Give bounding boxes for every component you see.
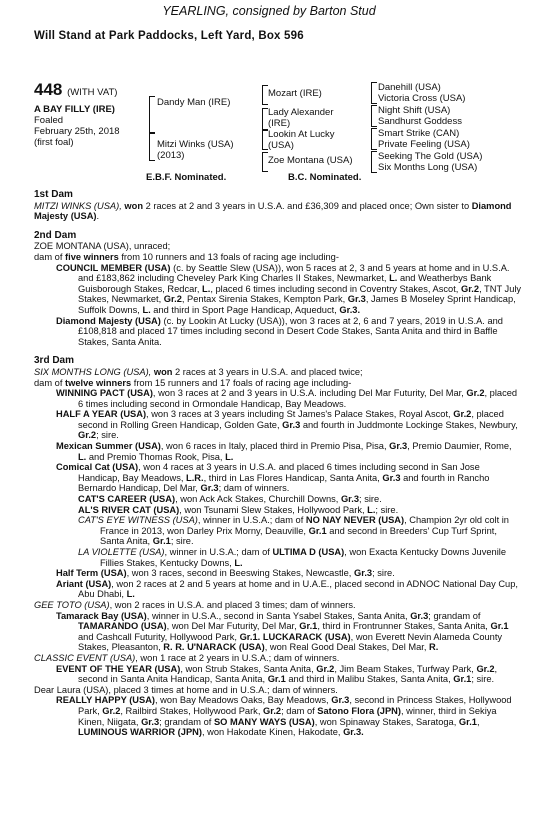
- diamond-majesty-entry: Diamond Majesty (USA) (c. by Lookin At Lucky (USA)), won 3 races at 2, 6 and 7 years, 2019 in U.S.A. and £108,818 and placed 17 times including second in Desert Code Stakes, Santa Anita and third in Baffle Stakes, Santa Anita.: [56, 315, 503, 347]
- winning-pact-entry: WINNING PACT (USA), won 3 races at 2 and 3 years in U.S.A. including Del Mar Futurity, Del Mar, Gr.2, placed 6 times including second in Ormondale Handicap, Bay Meadows.: [56, 388, 518, 409]
- dam-sire: Lookin At Lucky: [268, 129, 335, 140]
- dam-year: (2013): [157, 150, 185, 161]
- stand-location: Will Stand at Park Paddocks, Left Yard, Box 596: [34, 30, 304, 42]
- bc-nomination: B.C. Nominated.: [288, 172, 362, 183]
- zoe-produce-summary: dam of five winners from 10 runners and 13 foals of racing age including-: [34, 251, 339, 262]
- sds: Night Shift (USA): [378, 105, 451, 116]
- ddd: Six Months Long (USA): [378, 162, 478, 173]
- vat-note: (WITH VAT): [67, 87, 118, 98]
- dss: Smart Strike (CAN): [378, 128, 460, 139]
- dds: Seeking The Gold (USA): [378, 151, 483, 162]
- first-dam-entry: MITZI WINKS (USA), won 2 races at 2 and 3 years in U.S.A. and £36,309 and placed once; Own sister to Diamond Majesty (USA).: [34, 200, 512, 222]
- pedigree-bracket: [371, 151, 377, 173]
- produce-record: [34, 190, 522, 738]
- six-months-produce-summary: dam of twelve winners from 15 runners and 17 foals of racing age including-: [34, 377, 352, 388]
- consignment-line: YEARLING, consigned by Barton Stud: [162, 4, 376, 18]
- dam-sire-country: (USA): [268, 140, 294, 151]
- sss: Danehill (USA): [378, 82, 441, 93]
- pedigree-bracket: [149, 96, 155, 133]
- classic-event-entry: CLASSIC EVENT (USA), won 1 race at 2 years in U.S.A.; dam of winners.: [34, 652, 340, 663]
- cats-career-entry: CAT'S CAREER (USA), won Ack Ack Stakes, Churchill Downs, Gr.3; sire.: [78, 494, 382, 505]
- foaled-date: February 25th, 2018: [34, 126, 120, 137]
- dam: Mitzi Winks (USA): [157, 139, 234, 150]
- half-term-entry: Half Term (USA), won 3 races, second in Beeswing Stakes, Newcastle, Gr.3; sire.: [56, 568, 395, 579]
- lot-number-value: 448: [34, 80, 63, 99]
- six-months-long-entry: SIX MONTHS LONG (USA), won 2 races at 3 years in U.S.A. and placed twice;: [34, 366, 363, 377]
- first-foal-note: (first foal): [34, 137, 74, 148]
- mexican-summer-entry: Mexican Summer (USA), won 6 races in Italy, placed third in Premio Pisa, Pisa, Gr.3, Premio Daumier, Rome, L. and Premio Thomas Rook, Pisa, L.: [56, 441, 512, 462]
- foaled-label: Foaled: [34, 115, 64, 126]
- sire-dam-country: (IRE): [268, 118, 291, 129]
- tamarack-bay-entry: Tamarack Bay (USA), winner in U.S.A., second in Santa Ysabel Stakes, Santa Anita, Gr.3; grandam of TAMARANDO (USA), won Del Mar Futurity, Del Mar, Gr.1, third in Frontrunner Stakes, Santa Anita, Gr.1 and Cashcall Futurity, Hollywood Park, Gr.1. LUCKARACK (USA), won Everett Nevin Alameda County Stakes, Pleasanton, R. R. U'NARACK (USA), won Real Good Deal Stakes, Del Mar, R.: [56, 610, 509, 653]
- ebf-nomination: E.B.F. Nominated.: [146, 172, 227, 183]
- pedigree-bracket: [371, 82, 377, 104]
- third-dam-heading: 3rd Dam: [34, 355, 75, 367]
- lot-number: [34, 80, 117, 100]
- gee-toto-entry: GEE TOTO (USA), won 2 races in U.S.A. and placed 3 times; dam of winners.: [34, 599, 356, 610]
- pedigree-bracket: [371, 128, 377, 150]
- really-happy-entry: REALLY HAPPY (USA), won Bay Meadows Oaks, Bay Meadows, Gr.3, second in Princess Stakes, Hollywood Park, Gr.2, Railbird Stakes, Hollywood Park, Gr.2; dam of Satono Flora (JPN), winner, third in Sekiya Kinen, Niigata, Gr.3; grandam of SO MANY WAYS (USA), won Spinaway Stakes, Saratoga, Gr.1, LUMINOUS WARRIOR (JPN), won Hakodate Kinen, Hakodate, Gr.3.: [56, 695, 512, 738]
- sire-dam: Lady Alexander: [268, 107, 334, 118]
- dam-dam: Zoe Montana (USA): [268, 155, 353, 166]
- dear-laura-entry: Dear Laura (USA), placed 3 times at home and in U.S.A.; dam of winners.: [34, 684, 338, 695]
- lot-sex: A BAY FILLY (IRE): [34, 104, 115, 115]
- council-member-entry: COUNCIL MEMBER (USA) (c. by Seattle Slew (USA)), won 5 races at 2, 3 and 5 years at home and in U.S.A. and £183,862 including Cheveley Park King Charles II Stakes, Newmarket, L. and Weatherbys Bank Guisborough Stakes, Redcar, L., placed 6 times including second in Coventry Stakes, Ascot, Gr.2, TNT July Stakes, Newmarket, Gr.2, Pentax Sirenia Stakes, Kempton Park, Gr.3, James B Moseley Sprint Handicap, Suffolk Downs, L. and third in Sport Page Handicap, Aqueduct, Gr.3.: [56, 262, 522, 315]
- zoe-montana-entry: ZOE MONTANA (USA), unraced;: [34, 241, 171, 252]
- pedigree-bracket: [149, 133, 155, 161]
- cats-eye-witness-entry: CAT'S EYE WITNESS (USA), winner in U.S.A.; dam of NO NAY NEVER (USA), Champion 2yr old colt in France in 2013, won Darley Prix Morny, Deauville, Gr.1 and second in Breeders' Cup Turf Sprint, Santa Anita, Gr.1; sire.: [78, 515, 509, 547]
- second-dam-heading: 2nd Dam: [34, 229, 77, 241]
- half-a-year-entry: HALF A YEAR (USA), won 3 races at 3 years including St James's Palace Stakes, Royal Ascot, Gr.2, placed second in Rolling Green Handicap, Golden Gate, Gr.3 and fourth in Juddmonte Lockinge Stakes, Newbury, Gr.2; sire.: [56, 409, 518, 441]
- ariant-entry: Ariant (USA), won 2 races at 2 and 5 years at home and in U.A.E., placed second in ADNOC National Day Cup, Abu Dhabi, L.: [56, 578, 518, 600]
- sire: Dandy Man (IRE): [157, 97, 231, 108]
- als-river-cat-entry: AL'S RIVER CAT (USA), won Tsunami Slew Stakes, Hollywood Park, L.; sire.: [78, 504, 399, 515]
- sire-sire: Mozart (IRE): [268, 88, 322, 99]
- first-dam-heading: 1st Dam: [34, 189, 73, 200]
- pedigree-bracket: [371, 105, 377, 127]
- la-violette-entry: LA VIOLETTE (USA), winner in U.S.A.; dam of ULTIMA D (USA), won Exacta Kentucky Downs Juvenile Fillies Stakes, Kentucky Downs, L.: [78, 547, 506, 568]
- dsd: Private Feeling (USA): [378, 139, 470, 150]
- ssd: Victoria Cross (USA): [378, 93, 466, 104]
- event-of-the-year-entry: EVENT OF THE YEAR (USA), won Strub Stakes, Santa Anita, Gr.2, Jim Beam Stakes, Turfway Park, Gr.2, second in Santa Anita Handicap, Santa Anita, Gr.1 and third in Malibu Stakes, Santa Anita, Gr.1; sire.: [56, 663, 498, 685]
- comical-cat-entry: Comical Cat (USA), won 4 races at 3 years in U.S.A. and placed 6 times including second in San Jose Handicap, Bay Meadows, L.R., third in Las Flores Handicap, Santa Anita, Gr.3 and fourth in Rancho Bernardo Handicap, Del Mar, Gr.3; dam of winners.: [56, 462, 490, 494]
- sdd: Sandhurst Goddess: [378, 116, 462, 127]
